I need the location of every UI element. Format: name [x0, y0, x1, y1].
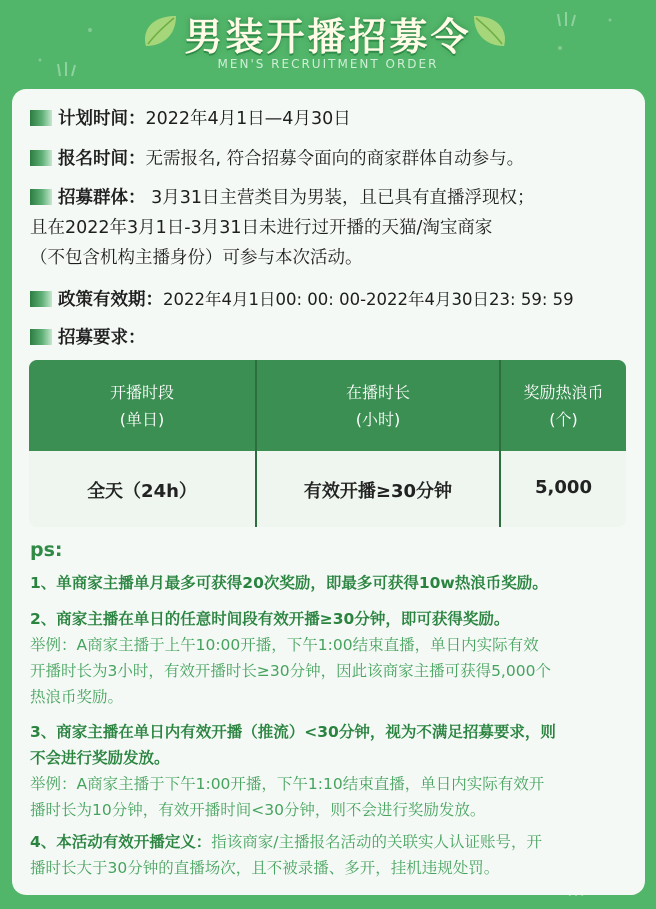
page-subtitle: MEN'S RECRUITMENT ORDER [217, 57, 439, 71]
grass-icon [556, 10, 578, 26]
section-label: 政策有效期： [58, 290, 163, 310]
table-cell: 有效开播≥30分钟 [303, 481, 453, 502]
section-signup-time [30, 144, 640, 174]
section-text: 2022年4月1日00: 00: 00-2022年4月30日23: 59: 59 [163, 290, 574, 309]
leaf-icon [470, 12, 510, 50]
page-title: 男装开播招募令 [184, 15, 472, 59]
ps-label: ps: [30, 539, 63, 561]
note-4: 4、本活动有效开播定义：指该商家/主播报名活动的关联实人认证账号，开 播时长大于30分钟的直播场次，且不被录播、多开，挂机违规处罚。 [30, 833, 543, 877]
bullet-icon [30, 150, 52, 166]
bullet-icon [30, 291, 52, 307]
section-text-line: （不包含机构主播身份）可参与本次活动。 [30, 248, 363, 268]
section-text: 3月31日主营类目为男装，且已具有直播浮现权； [145, 188, 535, 208]
note-1: 1、单商家主播单月最多可获得20次奖励，即最多可获得10w热浪币奖励。 [30, 574, 548, 592]
bullet-icon [30, 110, 52, 126]
requirements-table [29, 360, 626, 527]
section-plan-time [30, 104, 640, 134]
table-header-cell: 在播时长 (小时) [345, 383, 410, 429]
bullet-icon [30, 329, 52, 345]
table-cell: 全天（24h） [87, 481, 197, 502]
section-requirements [30, 323, 640, 353]
bullet-icon [30, 189, 52, 205]
table-header-cell: 奖励热浪币 (个) [523, 383, 604, 429]
table-header-cell: 开播时段 (单日) [109, 383, 174, 429]
table-cell: 5,000 [535, 477, 592, 498]
section-label: 招募群体： [58, 188, 146, 208]
section-label: 计划时间： [58, 109, 146, 129]
note-3: 3、商家主播在单日内有效开播（推流）<30分钟，视为不满足招募要求，则 不会进行奖励发放。 举例：A商家主播于下午1:00开播，下午1:10结束直播，单日内实际有效开 播时长为10分钟，有效开播时间<30分钟，则不会进行奖励发放。 [30, 723, 556, 819]
note-2: 2、商家主播在单日的任意时间段有效开播≥30分钟，即可获得奖励。 举例：A商家主播于上午10:00开播，下午1:00结束直播，单日内实际有效 开播时长为3小时，有效开播时长≥30分钟，因此该商家主播可获得5,000个 热浪币奖励。 [30, 610, 551, 706]
table-divider [499, 360, 501, 527]
section-text-line: 且在2022年3月1日-3月31日未进行过开播的天猫/淘宝商家 [30, 218, 493, 238]
section-policy-period [30, 285, 640, 315]
section-text: 2022年4月1日—4月30日 [145, 109, 351, 129]
grass-icon [56, 60, 78, 76]
section-text: 无需报名, 符合招募令面向的商家群体自动参与。 [145, 149, 525, 169]
section-label: 招募要求： [58, 328, 146, 348]
section-label: 报名时间： [58, 149, 146, 169]
section-target-group [30, 183, 640, 273]
content-card [12, 89, 645, 895]
